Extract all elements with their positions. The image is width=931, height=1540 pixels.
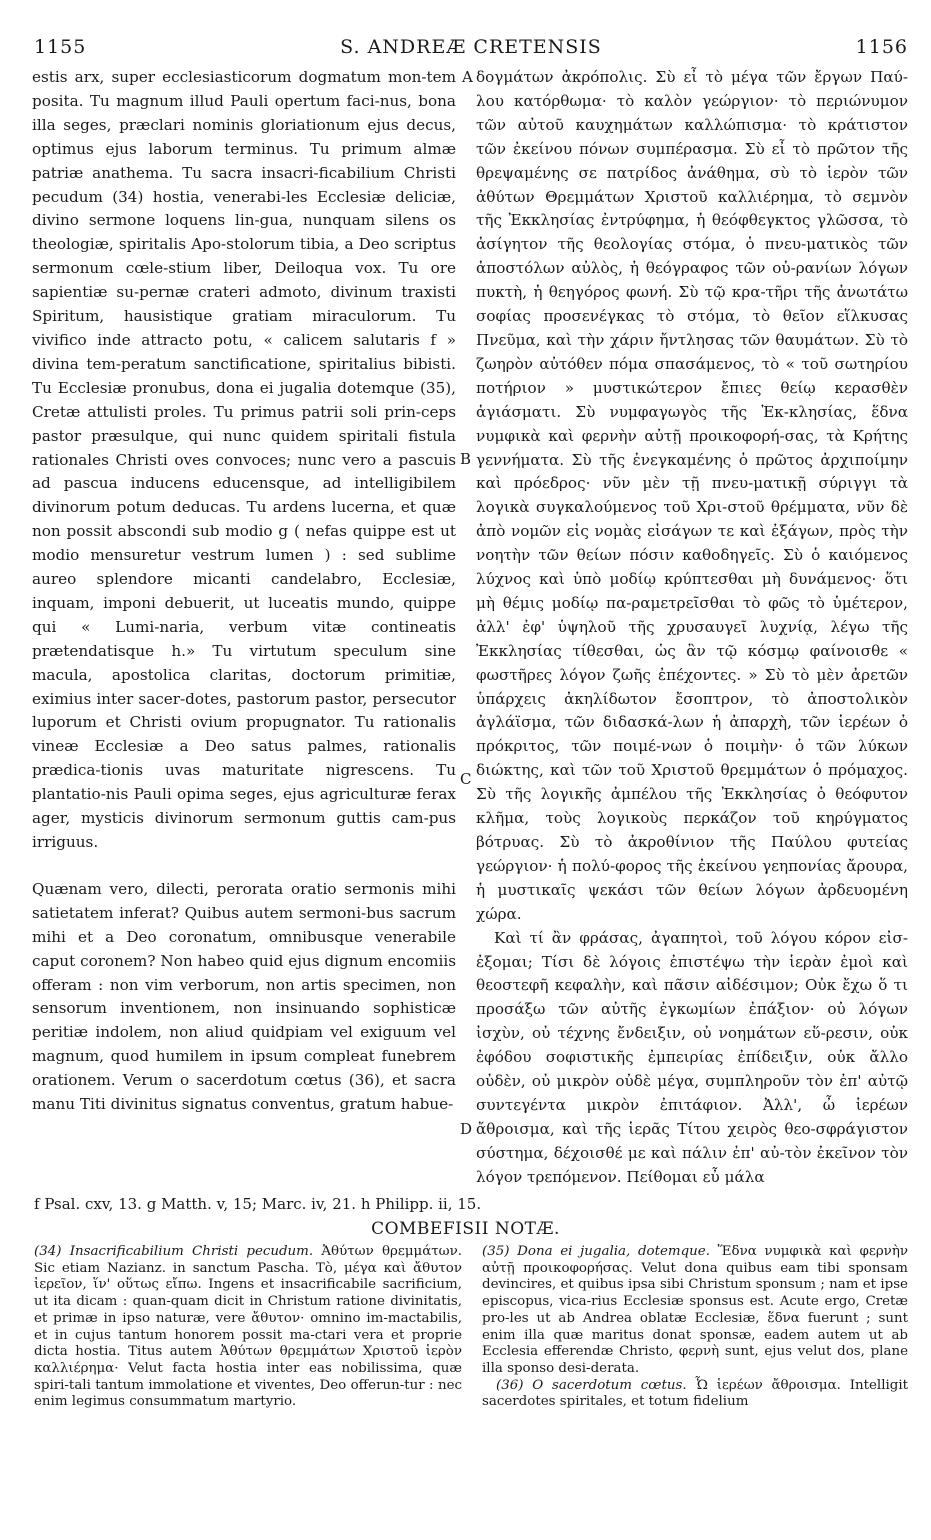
margin-marker-c: C — [460, 770, 472, 788]
running-header — [34, 36, 908, 64]
note-34-head: (34) Insacrificabilium Christi pecudum. — [34, 1244, 314, 1259]
margin-marker-d: D — [460, 1120, 473, 1138]
note-35-body: Ἕδνα νυμφικὰ καὶ φερνὴν αὐτῇ προικοφορήσας. Velut dona quibus eam tibi sponsam devincires, et quibus ipsa sibi Christum sponsum ; nam et ipse episcopus, vica-rius Ecclesiæ sponsus est. Acute ergo, Cretæ pro-les ut ab Andrea oblatæ Ecclesiæ, ἕδνα fuerunt ; sunt enim illa quæ maritus donat sponsæ, eadem autem ut ab Ecclesia efferendæ Christo, φερνὴ sunt, ejus velut dos, plane illa sponso desi-derata. — [482, 1244, 908, 1376]
note-35-head: (35) Dona ei jugalia, dotemque. — [482, 1244, 710, 1259]
notes-title: COMBEFISII NOTÆ. — [371, 1219, 560, 1239]
running-title: S. ANDREÆ CRETENSIS — [340, 36, 602, 58]
note-34 — [34, 1244, 462, 1411]
note-36 — [482, 1378, 908, 1411]
notes-left-column — [34, 1244, 462, 1411]
page-number-left: 1155 — [34, 36, 87, 58]
note-34-body: Ἀθύτων θρεμμάτων. Sic etiam Nazianz. in sanctum Pascha. Τὸ, μέγα καὶ ἄθυτον ἱερεῖον, ἵν' οὕτως εἴπω. Ingens et insacrificabile sacrificium, ut ita dicam : quan-quam dicit in Christum ratione divinitatis, et primæ in ipso naturæ, vere ἄθυτον· omnino im-mactabilis, et in cujus tantum honorem possit ma-ctari vera et proprie dicta hostia. Titus autem Ἀθύτων θρεμμάτων Χριστοῦ ἱερὸν καλλιέρημα· Velut facta hostia inter eas nobilissima, quæ spiri-tali tantum immolatione et viventes, Deo offerun-tur : nec enim legimus consummatum martyrio. — [34, 1244, 462, 1410]
latin-column — [32, 66, 456, 1117]
greek-paragraph-1: δογμάτων ἀκρόπολις. Σὺ εἶ τὸ μέγα τῶν ἔργων Παύ-λου κατόρθωμα· τὸ καλὸν γεώργιον· τὸ περιώνυμον τῶν αὐτοῦ καυχημάτων καλλώπισμα· τὸ κράτιστον τῶν ἐκείνου πόνων συμπέρασμα. Σὺ εἶ τὸ πρῶτον τῆς θρεψαμένης σε πατρίδος ἀνάθημα, σὺ τὸ ἱερὸν τῶν ἀθύτων Θρεμμάτων Χριστοῦ καλλιέρημα, τὸ σεμνὸν τῆς Ἐκκλησίας ἐντρύφημα, ἡ θεόφθεγκτος γλῶσσα, τὸ ἀσίγητον τῆς θεολογίας στόμα, ὁ πνευ-ματικὸς τῶν ἀποστόλων αὐλὸς, ἡ θεόγραφος τῶν οὐ-ρανίων λόγων πυκτὴ, ἡ θεηγόρος φωνή. Σὺ τῷ κρα-τῆρι τῆς ἀνωτάτω σοφίας προσενέγκας τὸ στόμα, τὸ θεῖον εἵλκυσας Πνεῦμα, καὶ τὴν χάριν ἤντλησας τῶν θαυμάτων. Σὺ τὸ ζωηρὸν αὐτόθεν πόμα σπασάμενος, τὸ « τοῦ σωτηρίου ποτήριον » μυστικώτερον ἔπιες θείῳ κερασθὲν ἁγιάσματι. Σὺ νυμφαγωγὸς τῆς Ἐκ-κλησίας, ἕδνα νυμφικὰ καὶ φερνὴν αὐτῇ προικοφορή-σας, τὰ Κρήτης γεννήματα. Σὺ τῆς ἐνεγκαμένης ὁ πρῶτος ἀρχιποίμην καὶ πρόεδρος· νῦν μὲν τῇ πνευ-ματικῇ σύριγγι τὰ λογικὰ συγκαλούμενος τοῦ Χρι-στοῦ θρέμματα, νῦν δὲ ἀπὸ νομῶν εἰς νομὰς εἰσάγων τε καὶ ἐξάγων, πρὸς τὴν νοητὴν τῶν θείων πόσιν καθοδηγεῖς. Σὺ ὁ καιόμενος λύχνος καὶ ὑπὸ μοδίῳ κρύπτεσθαι μὴ δυνάμενος· ὅτι μὴ θέμις μοδίῳ πα-ραμετρεῖσθαι τὸ φῶς τὸ ὑμέτερον, ἀλλ' ἐφ' ὑψηλοῦ τῆς χρυσαυγεῖ λυχνίᾳ, λέγω τῆς Ἐκκλησίας τίθεσθαι, ὡς ἂν τῷ κόσμῳ φαίνοισθε « φωστῆρες λόγον ζωῆς ἐπέχοντες. » Σὺ τὸ μὲν ἀρετῶν ὑπάρχεις ἀκηλίδωτον ἔσοπτρον, τὸ ἀποστολικὸν ἀγλάϊσμα, τῶν διδασκά-λων ἡ ἀπαρχὴ, τῶν ἱερέων ὁ πρόκριτος, τῶν ποιμέ-νων ὁ ποιμὴν· ὁ τῶν λύκων διώκτης, καὶ τῶν τοῦ Χριστοῦ θρεμμάτων ὁ πρόμαχος. Σὺ τῆς λογικῆς ἀμπέλου τῆς Ἐκκλησίας ὁ θεόφυτον κλῆμα, τοὺς λογικοὺς περκάζον τοῦ κηρύγματος βότρυας. Σὺ τὸ ἀκροθίνιον τῆς Παύλου φυτείας γεώργιον· ἡ πολύ-φορος τῆς ἐκείνου γεηπονίας ἄρουρα, ἡ μυστικαῖς ψεκάσι τῶν θείων λόγων ἀρδευομένη χώρα. — [476, 68, 908, 923]
note-35 — [482, 1244, 908, 1378]
margin-marker-a: A — [462, 68, 473, 86]
latin-paragraph-1: estis arx, super ecclesiasticorum dogmatum mon-tem posita. Tu magnum illud Pauli opertum faci-nus, bona illa seges, præclari nominis gloriationum ejus decus, optimus ejus laborum terminus. Tu primum almæ patriæ anathema. Tu sacra insacri-ficabilium Christi pecudum (34) hostia, venerabi-les Ecclesiæ deliciæ, divino sermone loquens lin-gua, nunquam silens os theologiæ, spiritalis Apo-stolorum tibia, a Deo scriptus sermonum cœle-stium liber, Deiloqua vox. Tu ore sapientiæ su-pernæ crateri admoto, divinum traxisti Spiritum, hausistique gratiam miraculorum. Tu vivifico inde attracto potu, « calicem salutaris f » divina tem-peratum sanctificatione, spiritalius bibisti. Tu Ecclesiæ pronubus, dona ei jugalia dotemque (35), Cretæ attulisti proles. Tu primus patrii soli prin-ceps pastor præsulque, qui nunc quidem spiritali fistula rationales Christi oves convoces; nunc vero a pascuis ad pascua inducens educensque, ad intelligibilem divinorum potum deducas. Tu ardens lucerna, et quæ non possit abscondi sub modio g ( nefas quippe est ut modio mensuretur vestrum lumen ) : sed sublime aureo splendore micanti candelabro, Ecclesiæ, inquam, imponi debuerit, ut luceatis mundo, quippe qui « Lumi-naria, verbum vitæ contineatis prætendatisque h.» Tu virtutum speculum sine macula, apostolica claritas, doctorum primitiæ, eximius inter sacer-dotes, pastorum pastor, persecutor luporum et Christi ovium propugnator. Tu rationalis vineæ Ecclesiæ a Deo satus palmes, rationalis prædica-tionis uvas maturitate nigrescens. Tu plantatio-nis Pauli opima seges, ejus agriculturæ ferax ager, mysticis divinorum sermonum guttis cam-pus irriguus. — [32, 68, 456, 851]
latin-paragraph-2: Quænam vero, dilecti, perorata oratio sermonis mihi satietatem inferat? Quibus autem sermoni-bus sacrum mihi et a Deo coronatum, omnibusque venerabile caput coronem? Non habeo quid ejus dignum encomiis offeram : non vim verborum, non artis specimen, non sensorum inventionem, non insinuando sophisticæ peritiæ indolem, non aliud quidpiam vel exiguum vel magnum, quod humilem in ipsum compleat funebrem orationem. Verum o sacerdotum cœtus (36), et sacra manu Titi divinitus signatus conventus, gratum habue- — [32, 879, 456, 1114]
page-number-right: 1156 — [855, 36, 908, 58]
greek-column — [476, 66, 908, 1190]
footnote-references: f Psal. cxv, 13. g Matth. v, 15; Marc. iv, 21. h Philipp. ii, 15. — [34, 1195, 482, 1213]
note-36-head: (36) O sacerdotum cœtus. — [496, 1377, 687, 1393]
greek-paragraph-2: Καὶ τί ἂν φράσας, ἀγαπητοὶ, τοῦ λόγου κόρον εἰσ-ἐξομαι; Τίσι δὲ λόγοις ἐπιστέψω τὴν ἱερὰν ἐμοὶ καὶ θεοστεφῆ κεφαλὴν, καὶ πᾶσιν αἰδέσιμον; Οὐκ ἔχω ὅ τι προσάξω τῶν αὐτῆς ἐγκωμίων ἐπάξιον· οὐ λόγων ἰσχὺν, οὐ τέχνης ἔνδειξιν, οὐ νοημάτων εὕ-ρεσιν, οὐκ ἐφόδου σοφιστικῆς ἐμπειρίας ἐπίδειξιν, οὐκ ἄλλο οὐδὲν, οὐ μικρὸν οὐδὲ μέγα, συμπληροῦν τὸν ἐπ' αὐτῷ συντεγέντα μικρὸν ἐπιτάφιον. Ἀλλ', ὦ ἱερέων ἄθροισμα, καὶ τῆς ἱερᾶς Τίτου χειρὸς θεο-σφράγιστον σύστημα, δέχοισθέ με καὶ πάλιν ἐπ' αὐ-τὸν ἐκεῖνον τὸν λόγον τρεπόμενον. Πείθομαι εὖ μάλα — [476, 928, 908, 1186]
notes-right-column — [482, 1244, 908, 1411]
note-36-body: Ὦ ἱερέων ἄθροισμα. Intelligit sacerdotes spiritales, et totum fidelium — [482, 1377, 908, 1410]
margin-marker-b: B — [460, 450, 472, 468]
